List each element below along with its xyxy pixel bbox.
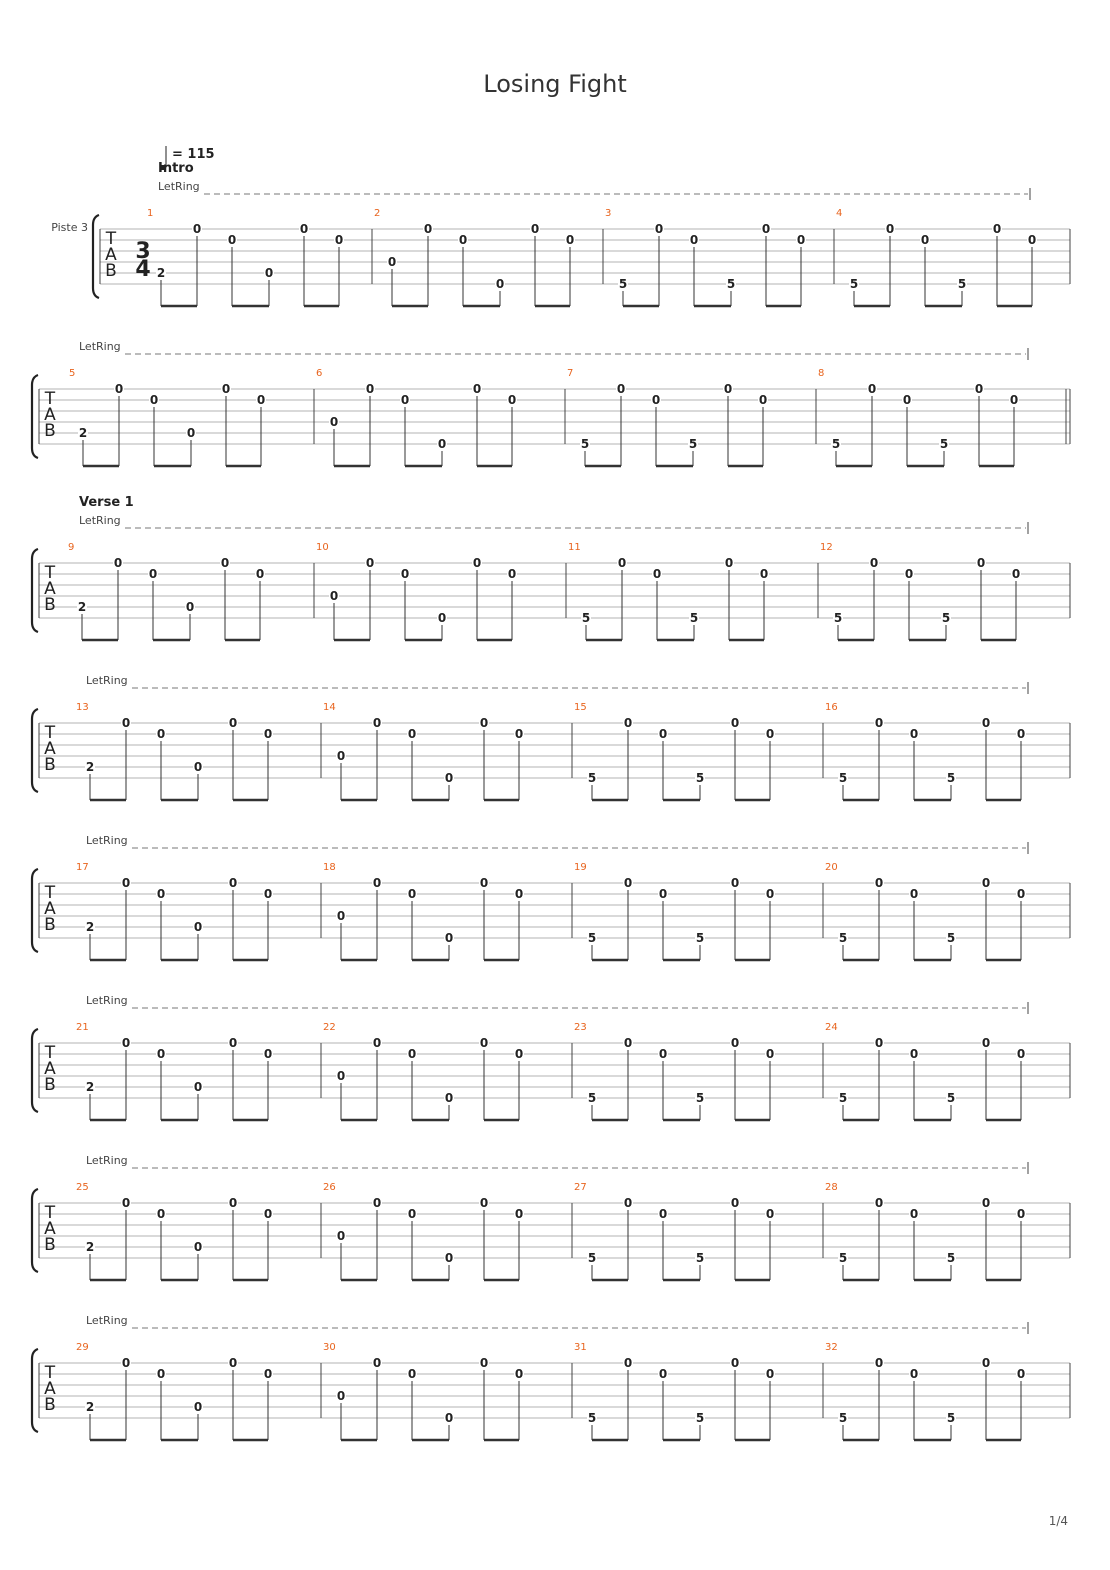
- fret-number: 0: [874, 716, 884, 730]
- tab-clef-letter: B: [44, 1395, 56, 1415]
- fret-number: 0: [407, 887, 417, 901]
- tab-clef-letter: B: [44, 421, 56, 441]
- fret-number: 0: [796, 233, 806, 247]
- letring-label: LetRing: [158, 180, 200, 193]
- system-bracket: [32, 1029, 38, 1112]
- fret-number: 0: [1027, 233, 1037, 247]
- fret-number: 0: [372, 716, 382, 730]
- fret-number: 0: [623, 1356, 633, 1370]
- fret-number: 0: [507, 567, 517, 581]
- fret-number: 2: [85, 1400, 95, 1414]
- tab-clef-letter: A: [44, 899, 56, 919]
- tab-clef-letter: T: [105, 229, 117, 249]
- fret-number: 5: [838, 1251, 848, 1265]
- fret-number: 0: [761, 222, 771, 236]
- tab-clef-letter: T: [44, 1363, 56, 1383]
- fret-number: 5: [695, 1411, 705, 1425]
- fret-number: 0: [228, 1356, 238, 1370]
- tab-clef-letter: A: [44, 1379, 56, 1399]
- fret-number: 0: [765, 1367, 775, 1381]
- letring-label: LetRing: [86, 1314, 128, 1327]
- fret-number: 0: [227, 233, 237, 247]
- fret-number: 5: [587, 1411, 597, 1425]
- letring-label: LetRing: [79, 340, 121, 353]
- fret-number: 0: [479, 1036, 489, 1050]
- fret-number: 0: [263, 727, 273, 741]
- fret-number: 0: [193, 1400, 203, 1414]
- tab-clef-letter: B: [44, 595, 56, 615]
- tab-clef-letter: T: [44, 1203, 56, 1223]
- tab-clef-letter: A: [44, 1219, 56, 1239]
- fret-number: 0: [423, 222, 433, 236]
- fret-number: 0: [1016, 887, 1026, 901]
- measure-number: 24: [825, 1022, 838, 1033]
- fret-number: 0: [981, 1356, 991, 1370]
- fret-number: 0: [228, 876, 238, 890]
- fret-number: 5: [946, 1091, 956, 1105]
- fret-number: 0: [658, 887, 668, 901]
- fret-number: 5: [695, 1091, 705, 1105]
- tab-clef-letter: T: [44, 563, 56, 583]
- fret-number: 0: [336, 1069, 346, 1083]
- fret-number: 0: [444, 1091, 454, 1105]
- fret-number: 0: [263, 1367, 273, 1381]
- measure-number: 30: [323, 1342, 336, 1353]
- fret-number: 0: [507, 393, 517, 407]
- tab-clef-letter: B: [44, 1235, 56, 1255]
- fret-number: 0: [909, 1367, 919, 1381]
- fret-number: 0: [192, 222, 202, 236]
- fret-number: 0: [902, 393, 912, 407]
- fret-number: 0: [981, 716, 991, 730]
- fret-number: 0: [765, 727, 775, 741]
- fret-number: 5: [838, 771, 848, 785]
- fret-number: 0: [372, 1036, 382, 1050]
- measure-number: 25: [76, 1182, 89, 1193]
- fret-number: 0: [336, 749, 346, 763]
- fret-number: 0: [400, 567, 410, 581]
- fret-number: 0: [909, 1047, 919, 1061]
- fret-number: 0: [444, 931, 454, 945]
- measure-number: 26: [323, 1182, 336, 1193]
- fret-number: 0: [909, 887, 919, 901]
- fret-number: 0: [974, 382, 984, 396]
- fret-number: 5: [618, 277, 628, 291]
- fret-number: 5: [946, 1411, 956, 1425]
- measure-number: 32: [825, 1342, 838, 1353]
- fret-number: 0: [336, 1389, 346, 1403]
- measure-number: 18: [323, 862, 336, 873]
- fret-number: 0: [113, 556, 123, 570]
- fret-number: 0: [458, 233, 468, 247]
- fret-number: 0: [372, 1196, 382, 1210]
- fret-number: 0: [1011, 567, 1021, 581]
- measure-number: 31: [574, 1342, 587, 1353]
- fret-number: 2: [85, 1080, 95, 1094]
- measure-number: 9: [68, 542, 75, 553]
- letring-label: LetRing: [86, 994, 128, 1007]
- fret-number: 0: [444, 1411, 454, 1425]
- fret-number: 0: [514, 1207, 524, 1221]
- fret-number: 0: [186, 426, 196, 440]
- track-name: Piste 3: [51, 221, 88, 234]
- fret-number: 5: [580, 437, 590, 451]
- measure-number: 3: [605, 208, 612, 219]
- fret-number: 0: [920, 233, 930, 247]
- fret-number: 0: [221, 382, 231, 396]
- fret-number: 0: [874, 1356, 884, 1370]
- measure-number: 10: [316, 542, 329, 553]
- fret-number: 0: [981, 1036, 991, 1050]
- tab-clef-letter: B: [105, 261, 117, 281]
- fret-number: 0: [114, 382, 124, 396]
- fret-number: 0: [437, 611, 447, 625]
- fret-number: 0: [759, 567, 769, 581]
- fret-number: 0: [255, 567, 265, 581]
- fret-number: 5: [587, 771, 597, 785]
- fret-number: 0: [365, 382, 375, 396]
- fret-number: 0: [220, 556, 230, 570]
- fret-number: 0: [885, 222, 895, 236]
- fret-number: 5: [695, 771, 705, 785]
- system-bracket: [32, 1189, 38, 1272]
- fret-number: 2: [85, 920, 95, 934]
- measure-number: 19: [574, 862, 587, 873]
- measure-number: 1: [147, 208, 154, 219]
- fret-number: 0: [479, 1356, 489, 1370]
- fret-number: 0: [329, 589, 339, 603]
- time-signature-bottom: 4: [135, 257, 151, 282]
- fret-number: 0: [193, 1240, 203, 1254]
- fret-number: 2: [78, 426, 88, 440]
- fret-number: 0: [472, 556, 482, 570]
- fret-number: 0: [121, 1356, 131, 1370]
- fret-number: 5: [726, 277, 736, 291]
- fret-number: 0: [730, 1036, 740, 1050]
- fret-number: 0: [514, 727, 524, 741]
- fret-number: 0: [765, 1207, 775, 1221]
- fret-number: 5: [939, 437, 949, 451]
- fret-number: 0: [1016, 1207, 1026, 1221]
- measure-number: 27: [574, 1182, 587, 1193]
- system-bracket: [32, 549, 38, 632]
- fret-number: 0: [156, 1207, 166, 1221]
- tab-clef-letter: B: [44, 1075, 56, 1095]
- fret-number: 0: [874, 876, 884, 890]
- fret-number: 0: [981, 876, 991, 890]
- measure-number: 20: [825, 862, 838, 873]
- measure-number: 5: [69, 368, 76, 379]
- section-label: Verse 1: [79, 495, 134, 510]
- tab-clef-letter: A: [44, 405, 56, 425]
- fret-number: 0: [869, 556, 879, 570]
- tempo-value: = 115: [172, 147, 215, 162]
- measure-number: 21: [76, 1022, 89, 1033]
- tab-clef-letter: B: [44, 755, 56, 775]
- fret-number: 0: [495, 277, 505, 291]
- fret-number: 0: [156, 1047, 166, 1061]
- fret-number: 0: [623, 876, 633, 890]
- fret-number: 0: [407, 1367, 417, 1381]
- fret-number: 5: [689, 611, 699, 625]
- fret-number: 0: [407, 1207, 417, 1221]
- fret-number: 0: [867, 382, 877, 396]
- fret-number: 0: [365, 556, 375, 570]
- fret-number: 5: [838, 1091, 848, 1105]
- measure-number: 28: [825, 1182, 838, 1193]
- fret-number: 0: [372, 1356, 382, 1370]
- fret-number: 0: [1016, 727, 1026, 741]
- fret-number: 5: [695, 931, 705, 945]
- fret-number: 0: [444, 771, 454, 785]
- fret-number: 2: [85, 760, 95, 774]
- fret-number: 0: [909, 727, 919, 741]
- fret-number: 0: [976, 556, 986, 570]
- fret-number: 0: [400, 393, 410, 407]
- fret-number: 0: [652, 567, 662, 581]
- fret-number: 0: [185, 600, 195, 614]
- fret-number: 0: [874, 1036, 884, 1050]
- fret-number: 2: [85, 1240, 95, 1254]
- fret-number: 0: [730, 876, 740, 890]
- fret-number: 0: [299, 222, 309, 236]
- fret-number: 0: [121, 876, 131, 890]
- fret-number: 0: [121, 1036, 131, 1050]
- measure-number: 23: [574, 1022, 587, 1033]
- fret-number: 0: [730, 1356, 740, 1370]
- tab-clef-letter: A: [44, 579, 56, 599]
- system-bracket: [32, 375, 38, 458]
- fret-number: 0: [336, 1229, 346, 1243]
- fret-number: 0: [156, 727, 166, 741]
- measure-number: 22: [323, 1022, 336, 1033]
- measure-number: 14: [323, 702, 336, 713]
- letring-label: LetRing: [86, 1154, 128, 1167]
- fret-number: 0: [723, 382, 733, 396]
- letring-label: LetRing: [86, 674, 128, 687]
- fret-number: 0: [479, 716, 489, 730]
- fret-number: 0: [193, 1080, 203, 1094]
- page-number: 1/4: [1048, 1514, 1068, 1528]
- measure-number: 6: [316, 368, 323, 379]
- measure-number: 17: [76, 862, 89, 873]
- fret-number: 0: [407, 1047, 417, 1061]
- fret-number: 5: [833, 611, 843, 625]
- letring-label: LetRing: [86, 834, 128, 847]
- fret-number: 5: [831, 437, 841, 451]
- fret-number: 0: [658, 727, 668, 741]
- fret-number: 0: [689, 233, 699, 247]
- fret-number: 0: [909, 1207, 919, 1221]
- system-bracket: [32, 1349, 38, 1432]
- tab-clef-letter: A: [44, 1059, 56, 1079]
- fret-number: 0: [148, 567, 158, 581]
- fret-number: 0: [730, 716, 740, 730]
- tab-clef-letter: T: [44, 723, 56, 743]
- fret-number: 0: [1016, 1047, 1026, 1061]
- system-bracket: [32, 709, 38, 792]
- letring-label: LetRing: [79, 514, 121, 527]
- time-signature-top: 3: [135, 239, 151, 264]
- fret-number: 0: [263, 1207, 273, 1221]
- section-label: Intro: [158, 161, 194, 176]
- measure-number: 13: [76, 702, 89, 713]
- fret-number: 0: [623, 1196, 633, 1210]
- fret-number: 2: [77, 600, 87, 614]
- fret-number: 0: [724, 556, 734, 570]
- fret-number: 0: [992, 222, 1002, 236]
- fret-number: 5: [946, 931, 956, 945]
- fret-number: 0: [616, 382, 626, 396]
- fret-number: 0: [228, 716, 238, 730]
- fret-number: 0: [981, 1196, 991, 1210]
- fret-number: 5: [838, 931, 848, 945]
- fret-number: 0: [121, 1196, 131, 1210]
- fret-number: 0: [193, 760, 203, 774]
- fret-number: 0: [472, 382, 482, 396]
- fret-number: 0: [623, 1036, 633, 1050]
- fret-number: 0: [264, 266, 274, 280]
- fret-number: 0: [623, 716, 633, 730]
- tab-clef-letter: T: [44, 883, 56, 903]
- fret-number: 0: [758, 393, 768, 407]
- fret-number: 5: [957, 277, 967, 291]
- fret-number: 5: [946, 771, 956, 785]
- fret-number: 0: [444, 1251, 454, 1265]
- measure-number: 11: [568, 542, 581, 553]
- fret-number: 0: [1016, 1367, 1026, 1381]
- fret-number: 0: [263, 1047, 273, 1061]
- fret-number: 5: [688, 437, 698, 451]
- tab-clef-letter: T: [44, 1043, 56, 1063]
- measure-number: 16: [825, 702, 838, 713]
- fret-number: 0: [156, 887, 166, 901]
- fret-number: 0: [658, 1367, 668, 1381]
- fret-number: 0: [121, 716, 131, 730]
- measure-number: 8: [818, 368, 825, 379]
- fret-number: 0: [530, 222, 540, 236]
- measure-number: 4: [836, 208, 843, 219]
- fret-number: 0: [372, 876, 382, 890]
- fret-number: 0: [263, 887, 273, 901]
- fret-number: 0: [514, 1047, 524, 1061]
- fret-number: 0: [336, 909, 346, 923]
- fret-number: 0: [387, 255, 397, 269]
- fret-number: 2: [156, 266, 166, 280]
- system-bracket: [32, 869, 38, 952]
- fret-number: 0: [334, 233, 344, 247]
- fret-number: 0: [1009, 393, 1019, 407]
- fret-number: 0: [156, 1367, 166, 1381]
- fret-number: 0: [149, 393, 159, 407]
- fret-number: 0: [654, 222, 664, 236]
- measure-number: 7: [567, 368, 574, 379]
- fret-number: 5: [587, 931, 597, 945]
- fret-number: 0: [228, 1196, 238, 1210]
- measure-number: 15: [574, 702, 587, 713]
- fret-number: 5: [587, 1091, 597, 1105]
- fret-number: 0: [658, 1047, 668, 1061]
- measure-number: 29: [76, 1342, 89, 1353]
- fret-number: 0: [514, 1367, 524, 1381]
- fret-number: 5: [838, 1411, 848, 1425]
- tab-clef-letter: A: [44, 739, 56, 759]
- fret-number: 5: [581, 611, 591, 625]
- tab-clef-letter: T: [44, 389, 56, 409]
- fret-number: 0: [617, 556, 627, 570]
- fret-number: 0: [329, 415, 339, 429]
- fret-number: 5: [946, 1251, 956, 1265]
- fret-number: 0: [651, 393, 661, 407]
- system-bracket: [93, 215, 99, 298]
- fret-number: 5: [849, 277, 859, 291]
- fret-number: 0: [479, 876, 489, 890]
- measure-number: 12: [820, 542, 833, 553]
- fret-number: 0: [479, 1196, 489, 1210]
- fret-number: 0: [765, 1047, 775, 1061]
- fret-number: 0: [256, 393, 266, 407]
- fret-number: 5: [941, 611, 951, 625]
- measure-number: 2: [374, 208, 381, 219]
- fret-number: 0: [514, 887, 524, 901]
- tab-clef-letter: B: [44, 915, 56, 935]
- fret-number: 0: [765, 887, 775, 901]
- fret-number: 0: [658, 1207, 668, 1221]
- tab-clef-letter: A: [105, 245, 117, 265]
- song-title: Losing Fight: [483, 70, 627, 98]
- fret-number: 0: [407, 727, 417, 741]
- fret-number: 0: [228, 1036, 238, 1050]
- fret-number: 5: [587, 1251, 597, 1265]
- fret-number: 0: [437, 437, 447, 451]
- fret-number: 0: [874, 1196, 884, 1210]
- fret-number: 0: [904, 567, 914, 581]
- fret-number: 0: [193, 920, 203, 934]
- fret-number: 0: [565, 233, 575, 247]
- fret-number: 5: [695, 1251, 705, 1265]
- fret-number: 0: [730, 1196, 740, 1210]
